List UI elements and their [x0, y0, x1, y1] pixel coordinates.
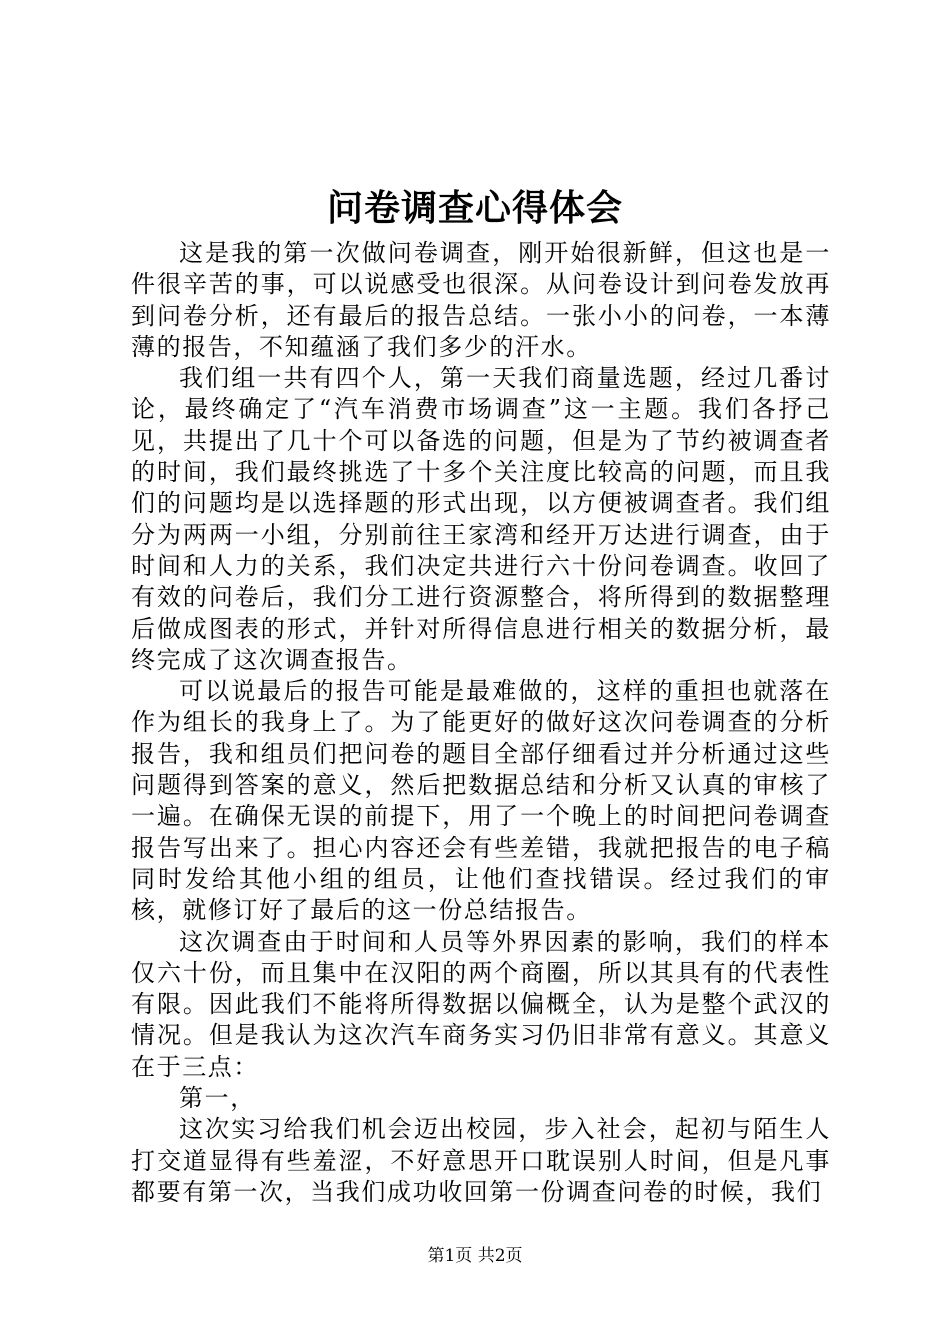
page-footer: 第1页 共2页 — [427, 1246, 523, 1266]
paragraph-1: 这是我的第一次做问卷调查，刚开始很新鲜，但这也是一件很辛苦的事，可以说感受也很深。从问卷设计到问卷发放再到问卷分析，还有最后的报告总结。一张小小的问卷，一本薄薄的报告，不知蕴涵了我们多少的汗水。 — [131, 239, 831, 361]
paragraph-4: 这次调查由于时间和人员等外界因素的影响，我们的样本仅六十份，而且集中在汉阳的两个商圈，所以其具有的代表性有限。因此我们不能将所得数据以偏概全，认为是整个武汉的情况。但是我认为这次汽车商务实习仍旧非常有意义。其意义在于三点： — [131, 927, 831, 1081]
paragraph-2: 我们组一共有四个人，第一天我们商量选题，经过几番讨论，最终确定了“汽车消费市场调查”这一主题。我们各抒己见，共提出了几十个可以备选的问题，但是为了节约被调查者的时间，我们最终挑选了十多个关注度比较高的问题，而且我们的问题均是以选择题的形式出现，以方便被调查者。我们组分为两两一小组，分别前往王家湾和经开万达进行调查，由于时间和人力的关系，我们决定共进行六十份问卷调查。收回了有效的问卷后，我们分工进行资源整合，将所得到的数据整理后做成图表的形式，并针对所得信息进行相关的数据分析，最终完成了这次调查报告。 — [131, 364, 831, 674]
page-title: 问卷调查心得体会 — [326, 187, 623, 229]
paragraph-6: 这次实习给我们机会迈出校园，步入社会，起初与陌生人打交道显得有些羞涩，不好意思开口耽误别人时间，但是凡事都要有第一次，当我们成功收回第一份调查问卷的时候，我们 — [131, 1115, 831, 1206]
paragraph-5: 第一， — [179, 1084, 256, 1113]
paragraph-3: 可以说最后的报告可能是最难做的，这样的重担也就落在作为组长的我身上了。为了能更好的做好这次问卷调查的分析报告，我和组员们把问卷的题目全部仔细看过并分析通过这些问题得到答案的意义，然后把数据总结和分析又认真的审核了一遍。在确保无误的前提下，用了一个晚上的时间把问卷调查报告写出来了。担心内容还会有些差错，我就把报告的电子稿同时发给其他小组的组员，让他们查找错误。经过我们的审核，就修订好了最后的这一份总结报告。 — [131, 677, 831, 925]
document-body — [131, 238, 831, 1208]
